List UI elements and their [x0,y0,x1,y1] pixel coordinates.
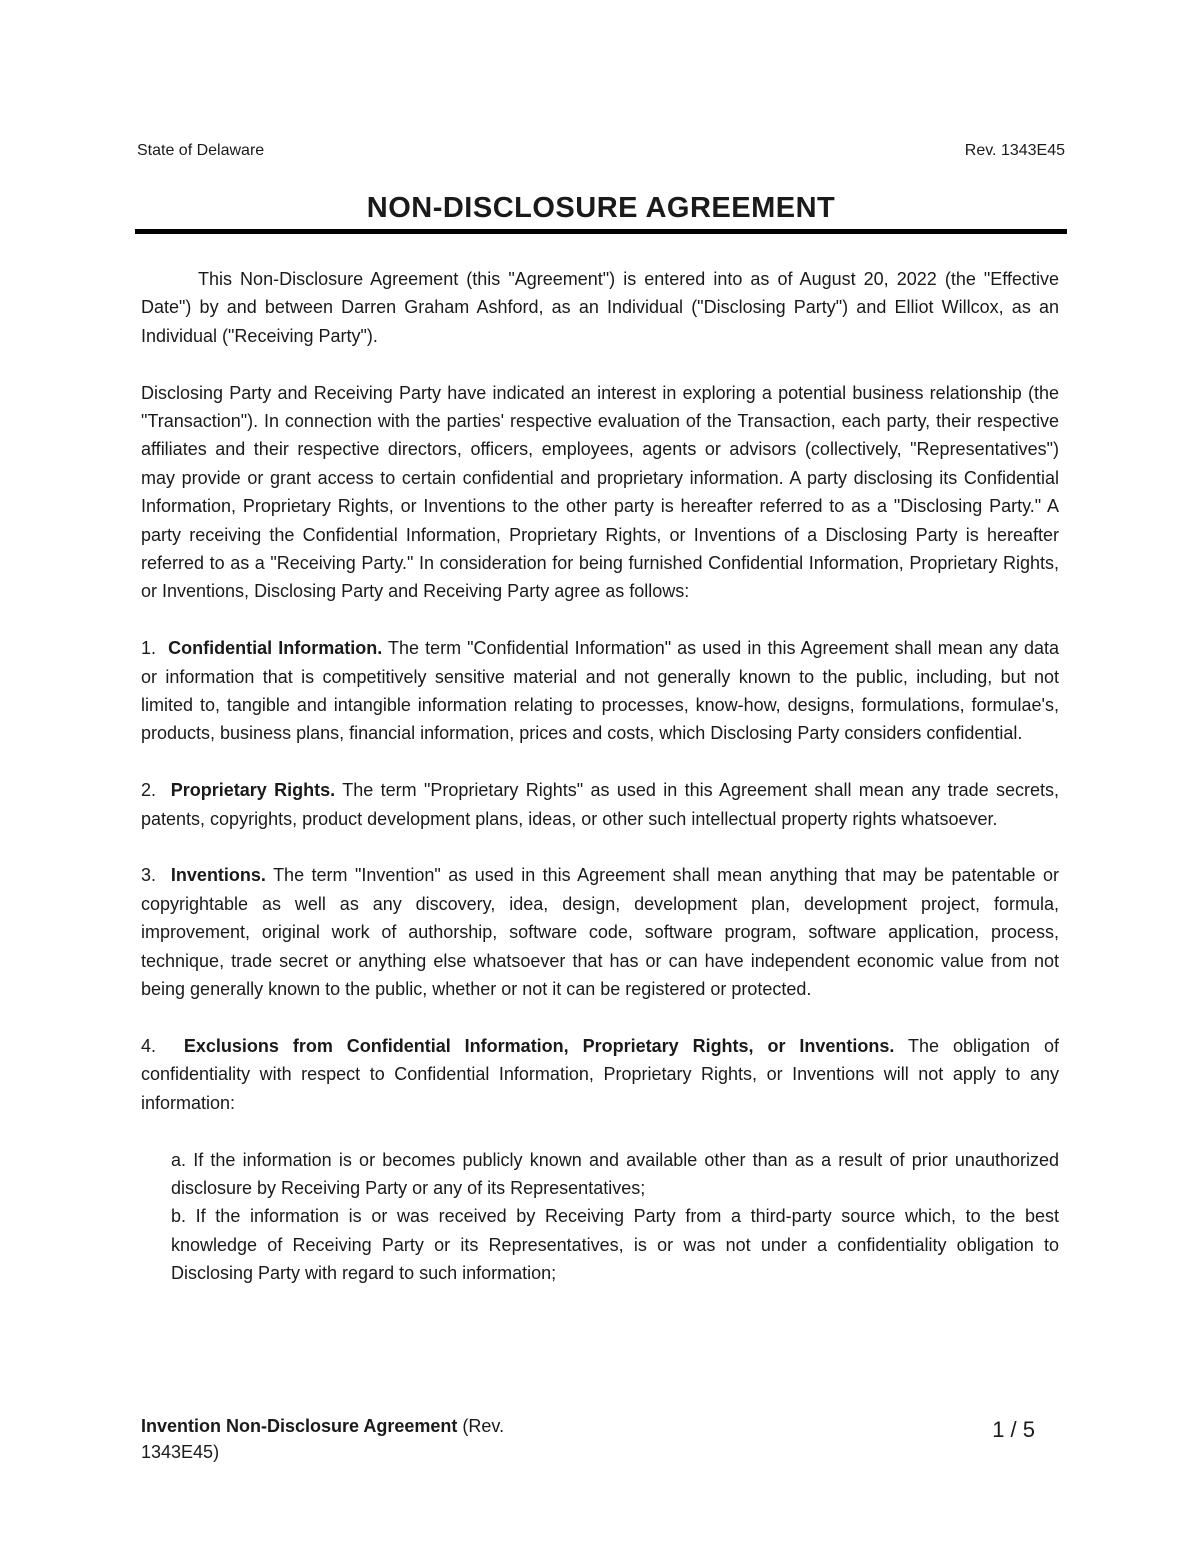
section-heading: Inventions. [170,865,266,886]
background-paragraph: Disclosing Party and Receiving Party have indicated an interest in exploring a potential business relationship (the "Transaction"). In connection with the parties' respective evaluation of the Transaction, each party, their respective affiliates and their respective directors, officers, employees, agents or advisors (collectively, "Representatives") may provide or grant access to certain confidential and proprietary information. A party disclosing its Confidential Information, Proprietary Rights, or Inventions to the other party is hereafter referred to as a "Disclosing Party." A party receiving the Confidential Information, Proprietary Rights, or Inventions of a Disclosing Party is hereafter referred to as a "Receiving Party." In consideration for being furnished Confidential Information, Proprietary Rights, or Inventions, Disclosing Party and Receiving Party agree as follows: [141,382,1059,602]
footer-title-text: Invention Non-Disclosure Agreement [141,1416,458,1436]
header-revision: Rev. 1343E45 [964,142,1065,159]
intro-paragraph: This Non-Disclosure Agreement (this "Agreement") is entered into as of August 20, 2022 (the "Effective Date") by and between Darren Graham Ashford, as an Individual ("Disclosing Party") and Elliot Willcox, as an Individual ("Receiving Party"). [141,269,1059,346]
section-number: 3. [141,865,157,886]
exclusion-item-b: b. If the information is or was received by Receiving Party from a third-party source which, to the best knowledge of Receiving Party or its Representatives, is or was not under a confidentiality obligation to Disclosing Party with regard to such information; [171,1206,1059,1284]
section-2 [141,776,1059,833]
section-number: 1. [141,638,157,659]
page-indicator: 1 / 5 [992,1417,1035,1442]
section-4 [141,1032,1059,1117]
document-body [141,265,1059,1288]
section-heading: Exclusions from Confidential Information, Proprietary Rights, or Inventions. [183,1035,895,1056]
page-footer [141,1413,1059,1473]
section-text: The term "Proprietary Rights" as used in this Agreement shall mean any trade secrets, patents, copyrights, product development plans, ideas, or other such intellectual property rights whatsoever. [141,780,1059,829]
header-state: State of Delaware [137,142,265,159]
exclusion-item-a: a. If the information is or becomes publicly known and available other than as a result of prior unauthorized disclosure by Receiving Party or any of its Representatives; [171,1149,1059,1198]
section-text: The term "Invention" as used in this Agreement shall mean anything that may be patentable or copyrightable as well as any discovery, idea, design, development plan, development project, formula, improvement, original work of authorship, software code, software program, software application, process, technique, trade secret or anything else whatsoever that has or can have independent economic value from not being generally known to the public, whether or not it can be registered or protected. [141,865,1059,1000]
page-header [137,142,1065,164]
section-1 [141,634,1059,748]
section-text: The term "Confidential Information" as used in this Agreement shall mean any data or information that is competitively sensitive material and not generally known to the public, including, but not limited to, tangible and intangible information relating to processes, know-how, designs, formulations, formulae's, products, business plans, financial information, prices and costs, which Disclosing Party considers confidential. [141,638,1059,744]
section-heading: Confidential Information. [168,638,383,659]
section-number: 2. [141,780,157,801]
title-underline [135,229,1067,234]
footer-revision: (Rev. 1343E45) [141,1416,505,1462]
footer-document-title [141,1413,561,1465]
section-text: The obligation of confidentiality with respect to Confidential Information, Proprietary Rights, or Inventions will not apply to any information: [141,1035,1059,1113]
section-3 [141,861,1059,1003]
section-number: 4. [141,1035,157,1056]
document-title: NON-DISCLOSURE AGREEMENT [366,192,836,224]
section-heading: Proprietary Rights. [170,780,336,801]
